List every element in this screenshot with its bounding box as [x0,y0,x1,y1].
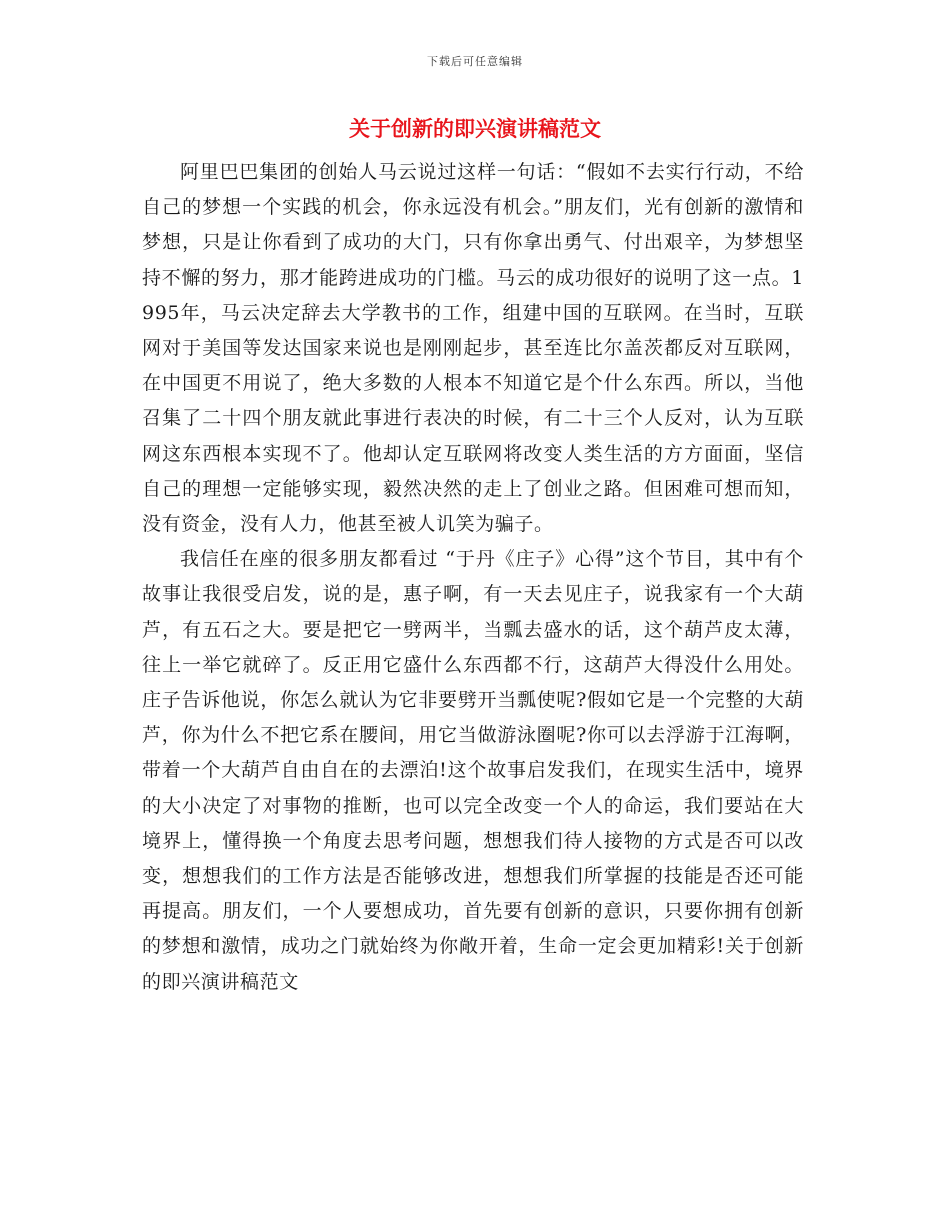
header-note: 下载后可任意编辑 [427,55,523,68]
paragraph-2: 我信任在座的很多朋友都看过 “于丹《庄子》心得”这个节目，其中有个故事让我很受启发，说的是，惠子啊，有一天去见庄子，说我家有一个大葫芦，有五石之大。要是把它一劈两半，当瓢去盛水的话，这个葫芦皮太薄，往上一举它就碎了。反正用它盛什么东西都不行，这葫芦大得没什么用处。庄子告诉他说，你怎么就认为它非要劈开当瓢使呢?假如它是一个完整的大葫芦，你为什么不把它系在腰间，用它当做游泳圈呢?你可以去浮游于江海啊，带着一个大葫芦自由自在的去漂泊!这个故事启发我们，在现实生活中，境界的大小决定了对事物的推断，也可以完全改变一个人的命运，我们要站在大境界上，懂得换一个角度去思考问题，想想我们待人接物的方式是否可以改变，想想我们的工作方法是否能够改进，想想我们所掌握的技能是否还可能再提高。朋友们，一个人要想成功，首先要有创新的意识，只要你拥有创新的梦想和激情，成功之门就始终为你敞开着，生命一定会更加精彩!关于创新的即兴演讲稿范文 [142,548,804,993]
document-body [142,155,804,1000]
paragraph-1: 阿里巴巴集团的创始人马云说过这样一句话：“假如不去实行行动，不给自己的梦想一个实践的机会，你永远没有机会。”朋友们，光有创新的激情和梦想，只是让你看到了成功的大门，只有你拿出勇气、付出艰辛，为梦想坚持不懈的努力，那才能跨进成功的门槛。马云的成功很好的说明了这一点。1995年，马云决定辞去大学教书的工作，组建中国的互联网。在当时，互联网对于美国等发达国家来说也是刚刚起步，甚至连比尔盖茨都反对互联网，在中国更不用说了，绝大多数的人根本不知道它是个什么东西。所以，当他召集了二十四个朋友就此事进行表决的时候，有二十三个人反对，认为互联网这东西根本实现不了。他却认定互联网将改变人类生活的方方面面，坚信自己的理想一定能够实现，毅然决然的走上了创业之路。但困难可想而知，没有资金，没有人力，他甚至被人讥笑为骗子。 [142,161,804,536]
document-title: 关于创新的即兴演讲稿范文 [349,117,601,141]
